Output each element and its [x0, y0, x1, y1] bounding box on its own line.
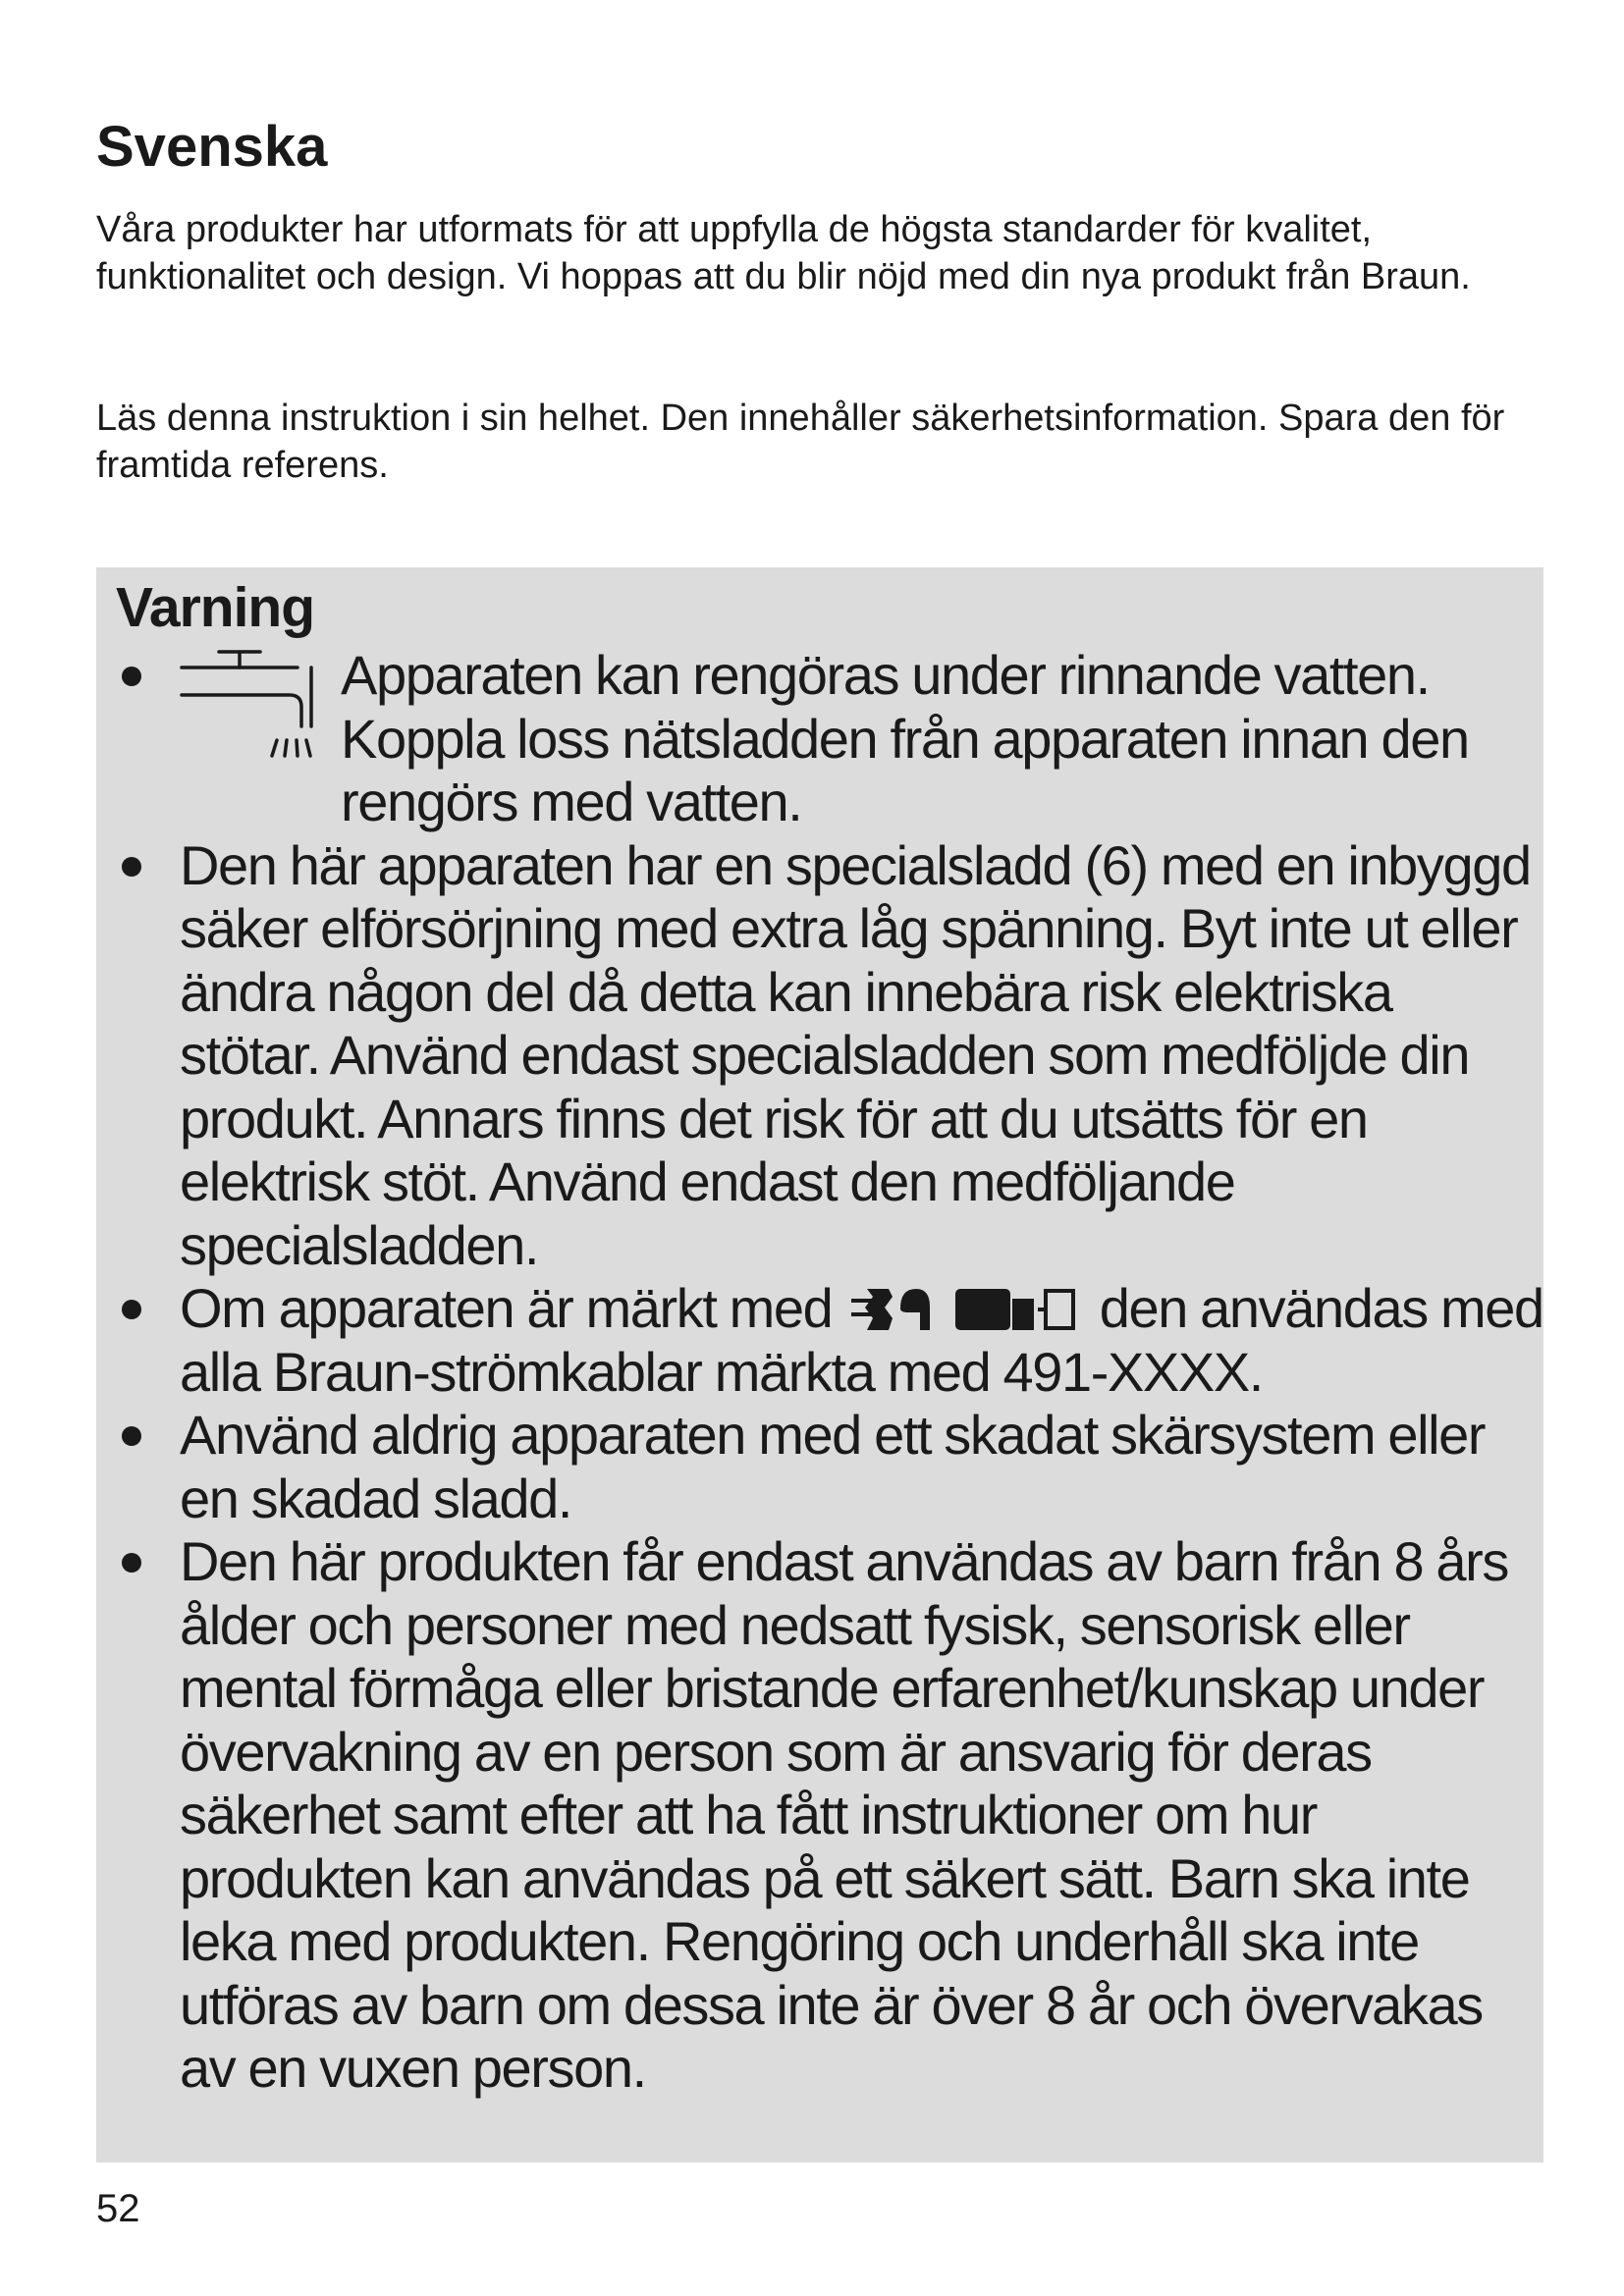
warning-box [96, 567, 1543, 2163]
water-tap-icon [180, 646, 327, 764]
bullet-icon [122, 857, 141, 877]
power-rating-mark-icon [849, 1285, 1083, 1334]
warning-item-text-before: Om apparaten är märkt med [180, 1277, 833, 1339]
warning-item-text: Den här apparaten har en specialsladd (6) med en inbyggd säker elförsörjning med extra låg spänning. Byt inte ut eller ändra någon del då detta kan innebära risk elektriska stötar. Använd endast specialsladden som medföljde din produkt. Annars finns det risk för att du utsätts för en elektrisk stöt. Använd endast den medföljande specialsladden. [180, 833, 1531, 1276]
reading-instruction-paragraph: Läs denna instruktion i sin helhet. Den innehåller säkerhetsinformation. Spara den för framtida referens. [96, 398, 1505, 486]
page-number: 52 [96, 2187, 140, 2230]
intro-paragraph: Våra produkter har utformats för att uppfylla de högsta standarder för kvalitet, funktionalitet och design. Vi hoppas att du blir nöjd med din nya produkt från Braun. [96, 209, 1471, 297]
warning-item-special-cord [96, 834, 1543, 1278]
warning-title: Varning [116, 576, 315, 639]
page-title: Svenska [96, 115, 328, 179]
warning-list [96, 644, 1543, 2101]
warning-item-text: Den här produkten får endast användas av barn från 8 års ålder och personer med nedsatt fysisk, sensorisk eller mental förmåga eller bristande erfarenhet/kunskap under övervakning av en person som är ansvarig för deras säkerhet samt efter att ha fått instruktioner om hur produkten kan användas på ett säkert sätt. Barn ska inte leka med produkten. Rengöring och underhåll ska inte utföras av barn om dessa inte är över 8 år och övervakas av en vuxen person. [180, 1530, 1508, 2099]
warning-item-rinse [96, 644, 1543, 834]
warning-item-damaged [96, 1404, 1543, 1530]
bullet-icon [122, 667, 141, 686]
bullet-icon [122, 1426, 141, 1446]
bullet-icon [122, 1553, 141, 1573]
warning-item-text-after: den användas med alla Braun-strömkablar märkta med 491-XXXX. [180, 1277, 1543, 1403]
warning-item-text: Använd aldrig apparaten med ett skadat skärsystem eller en skadad sladd. [180, 1404, 1486, 1529]
warning-item-children [96, 1530, 1543, 2101]
warning-item-text: Apparaten kan rengöras under rinnande vatten. Koppla loss nätsladden från apparaten innan den rengörs med vatten. [341, 644, 1469, 832]
bullet-icon [122, 1300, 141, 1319]
warning-item-marking [96, 1277, 1543, 1404]
